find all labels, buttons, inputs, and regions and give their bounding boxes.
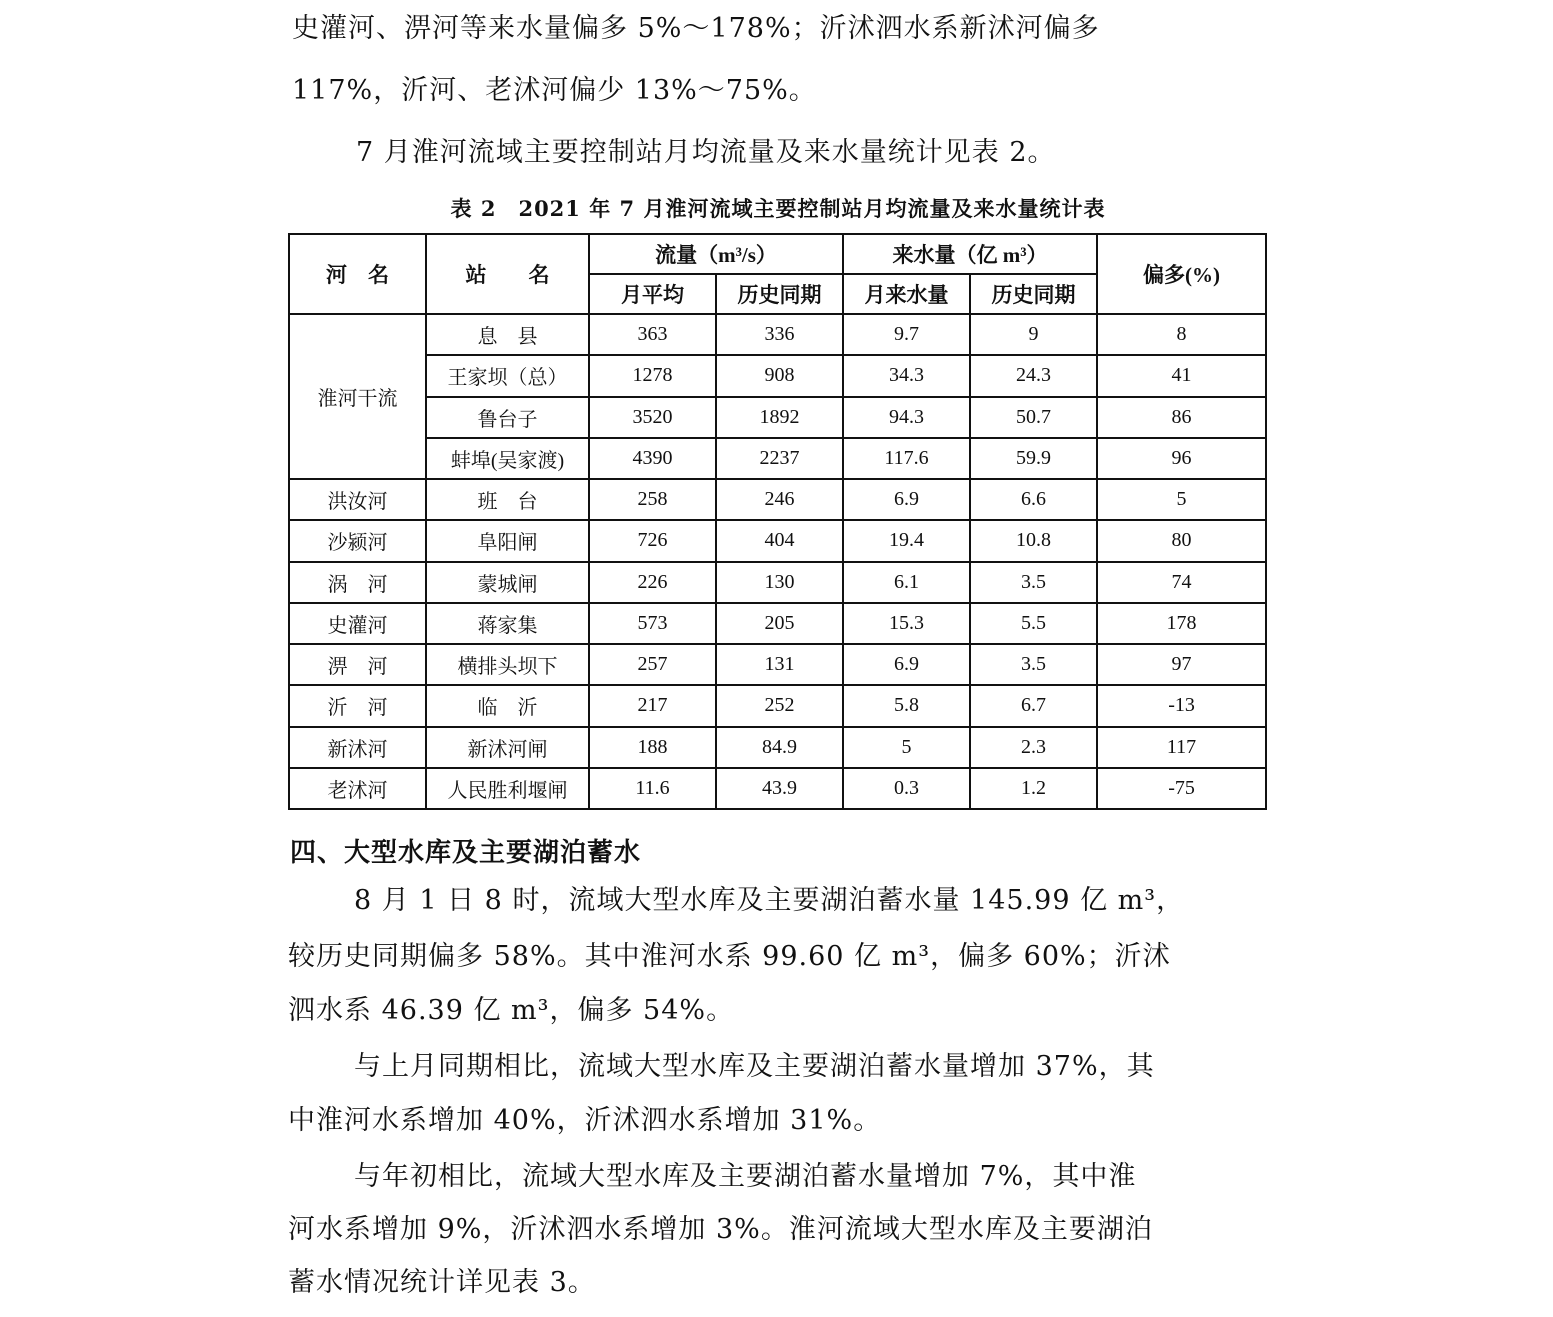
table-row bbox=[289, 644, 1266, 685]
river-cell: 新沭河 bbox=[289, 727, 426, 768]
flow-hist-cell: 43.9 bbox=[716, 768, 843, 809]
section-paragraph-line: 中淮河水系增加 40%，沂沭泗水系增加 31%。 bbox=[288, 1105, 882, 1136]
table-row bbox=[289, 685, 1266, 726]
river-cell: 涡 河 bbox=[289, 562, 426, 603]
header-vol-month: 月来水量 bbox=[843, 274, 970, 314]
section-paragraph-line: 河水系增加 9%，沂沭泗水系增加 3%。淮河流域大型水库及主要湖泊 bbox=[288, 1214, 1153, 1245]
deviation-cell: 41 bbox=[1097, 355, 1266, 396]
vol-month-cell: 15.3 bbox=[843, 603, 970, 644]
flow-month-cell: 4390 bbox=[589, 438, 716, 479]
header-flow-group: 流量（m³/s） bbox=[589, 234, 843, 274]
flow-hist-cell: 205 bbox=[716, 603, 843, 644]
table-row bbox=[289, 520, 1266, 561]
flow-hist-cell: 1892 bbox=[716, 397, 843, 438]
header-deviation: 偏多(%) bbox=[1097, 234, 1266, 314]
vol-hist-cell: 6.7 bbox=[970, 685, 1097, 726]
flow-hist-cell: 404 bbox=[716, 520, 843, 561]
flow-month-cell: 3520 bbox=[589, 397, 716, 438]
vol-month-cell: 9.7 bbox=[843, 314, 970, 355]
station-cell: 蚌埠(吴家渡) bbox=[426, 438, 589, 479]
table-row bbox=[289, 355, 1266, 396]
flow-hist-cell: 130 bbox=[716, 562, 843, 603]
flow-month-cell: 258 bbox=[589, 479, 716, 520]
flow-month-cell: 188 bbox=[589, 727, 716, 768]
vol-hist-cell: 1.2 bbox=[970, 768, 1097, 809]
header-station: 站 名 bbox=[426, 234, 589, 314]
section-paragraph-line: 较历史同期偏多 58%。其中淮河水系 99.60 亿 m³，偏多 60%；沂沭 bbox=[288, 941, 1171, 972]
station-cell: 阜阳闸 bbox=[426, 520, 589, 561]
header-flow-hist: 历史同期 bbox=[716, 274, 843, 314]
flow-month-cell: 11.6 bbox=[589, 768, 716, 809]
flow-statistics-table bbox=[288, 233, 1267, 810]
vol-month-cell: 6.1 bbox=[843, 562, 970, 603]
deviation-cell: 5 bbox=[1097, 479, 1266, 520]
vol-hist-cell: 6.6 bbox=[970, 479, 1097, 520]
river-cell: 老沭河 bbox=[289, 768, 426, 809]
flow-hist-cell: 2237 bbox=[716, 438, 843, 479]
vol-hist-cell: 5.5 bbox=[970, 603, 1097, 644]
header-river: 河 名 bbox=[289, 234, 426, 314]
station-cell: 新沭河闸 bbox=[426, 727, 589, 768]
table-row bbox=[289, 562, 1266, 603]
vol-hist-cell: 2.3 bbox=[970, 727, 1097, 768]
flow-hist-cell: 252 bbox=[716, 685, 843, 726]
deviation-cell: 86 bbox=[1097, 397, 1266, 438]
deviation-cell: 74 bbox=[1097, 562, 1266, 603]
flow-hist-cell: 84.9 bbox=[716, 727, 843, 768]
table-header-row bbox=[289, 234, 1266, 274]
vol-hist-cell: 3.5 bbox=[970, 644, 1097, 685]
station-cell: 蒋家集 bbox=[426, 603, 589, 644]
vol-hist-cell: 10.8 bbox=[970, 520, 1097, 561]
deviation-cell: 8 bbox=[1097, 314, 1266, 355]
deviation-cell: 117 bbox=[1097, 727, 1266, 768]
intro-line-1: 史灌河、淠河等来水量偏多 5%～178%；沂沭泗水系新沭河偏多 bbox=[292, 13, 1100, 44]
vol-hist-cell: 24.3 bbox=[970, 355, 1097, 396]
deviation-cell: 97 bbox=[1097, 644, 1266, 685]
flow-month-cell: 217 bbox=[589, 685, 716, 726]
intro-line-3: 7 月淮河流域主要控制站月均流量及来水量统计见表 2。 bbox=[356, 137, 1056, 168]
station-cell: 王家坝（总） bbox=[426, 355, 589, 396]
header-volume-group: 来水量（亿 m³） bbox=[843, 234, 1097, 274]
flow-hist-cell: 131 bbox=[716, 644, 843, 685]
flow-month-cell: 726 bbox=[589, 520, 716, 561]
river-cell: 淠 河 bbox=[289, 644, 426, 685]
table-caption: 表 2 2021 年 7 月淮河流域主要控制站月均流量及来水量统计表 bbox=[450, 196, 1106, 221]
station-cell: 息 县 bbox=[426, 314, 589, 355]
vol-month-cell: 6.9 bbox=[843, 644, 970, 685]
flow-hist-cell: 908 bbox=[716, 355, 843, 396]
station-cell: 鲁台子 bbox=[426, 397, 589, 438]
table-row bbox=[289, 438, 1266, 479]
river-cell: 史灌河 bbox=[289, 603, 426, 644]
river-cell: 沂 河 bbox=[289, 685, 426, 726]
section-paragraph-line: 与上月同期相比，流域大型水库及主要湖泊蓄水量增加 37%，其 bbox=[354, 1051, 1155, 1082]
table-row bbox=[289, 479, 1266, 520]
river-cell: 淮河干流 bbox=[289, 314, 426, 479]
station-cell: 人民胜利堰闸 bbox=[426, 768, 589, 809]
section-paragraph-line: 与年初相比，流域大型水库及主要湖泊蓄水量增加 7%，其中淮 bbox=[354, 1161, 1137, 1192]
intro-line-2: 117%，沂河、老沭河偏少 13%～75%。 bbox=[292, 75, 817, 106]
deviation-cell: 178 bbox=[1097, 603, 1266, 644]
vol-hist-cell: 50.7 bbox=[970, 397, 1097, 438]
section-heading: 四、大型水库及主要湖泊蓄水 bbox=[290, 838, 642, 868]
vol-month-cell: 5 bbox=[843, 727, 970, 768]
vol-month-cell: 34.3 bbox=[843, 355, 970, 396]
header-vol-hist: 历史同期 bbox=[970, 274, 1097, 314]
flow-month-cell: 226 bbox=[589, 562, 716, 603]
table-row bbox=[289, 397, 1266, 438]
vol-month-cell: 19.4 bbox=[843, 520, 970, 561]
vol-month-cell: 5.8 bbox=[843, 685, 970, 726]
table-row bbox=[289, 727, 1266, 768]
deviation-cell: -75 bbox=[1097, 768, 1266, 809]
flow-month-cell: 573 bbox=[589, 603, 716, 644]
flow-month-cell: 1278 bbox=[589, 355, 716, 396]
deviation-cell: -13 bbox=[1097, 685, 1266, 726]
flow-month-cell: 257 bbox=[589, 644, 716, 685]
deviation-cell: 80 bbox=[1097, 520, 1266, 561]
table-row bbox=[289, 603, 1266, 644]
vol-month-cell: 0.3 bbox=[843, 768, 970, 809]
deviation-cell: 96 bbox=[1097, 438, 1266, 479]
section-paragraph-line: 8 月 1 日 8 时，流域大型水库及主要湖泊蓄水量 145.99 亿 m³， bbox=[354, 885, 1185, 916]
section-paragraph-line: 泗水系 46.39 亿 m³，偏多 54%。 bbox=[288, 995, 735, 1026]
river-cell: 沙颍河 bbox=[289, 520, 426, 561]
vol-hist-cell: 59.9 bbox=[970, 438, 1097, 479]
vol-hist-cell: 9 bbox=[970, 314, 1097, 355]
vol-month-cell: 94.3 bbox=[843, 397, 970, 438]
flow-hist-cell: 336 bbox=[716, 314, 843, 355]
flow-hist-cell: 246 bbox=[716, 479, 843, 520]
flow-month-cell: 363 bbox=[589, 314, 716, 355]
vol-month-cell: 6.9 bbox=[843, 479, 970, 520]
vol-hist-cell: 3.5 bbox=[970, 562, 1097, 603]
table-row bbox=[289, 768, 1266, 809]
station-cell: 蒙城闸 bbox=[426, 562, 589, 603]
vol-month-cell: 117.6 bbox=[843, 438, 970, 479]
section-paragraph-line: 蓄水情况统计详见表 3。 bbox=[288, 1267, 596, 1298]
station-cell: 班 台 bbox=[426, 479, 589, 520]
station-cell: 横排头坝下 bbox=[426, 644, 589, 685]
station-cell: 临 沂 bbox=[426, 685, 589, 726]
table-row bbox=[289, 314, 1266, 355]
river-cell: 洪汝河 bbox=[289, 479, 426, 520]
header-flow-month: 月平均 bbox=[589, 274, 716, 314]
